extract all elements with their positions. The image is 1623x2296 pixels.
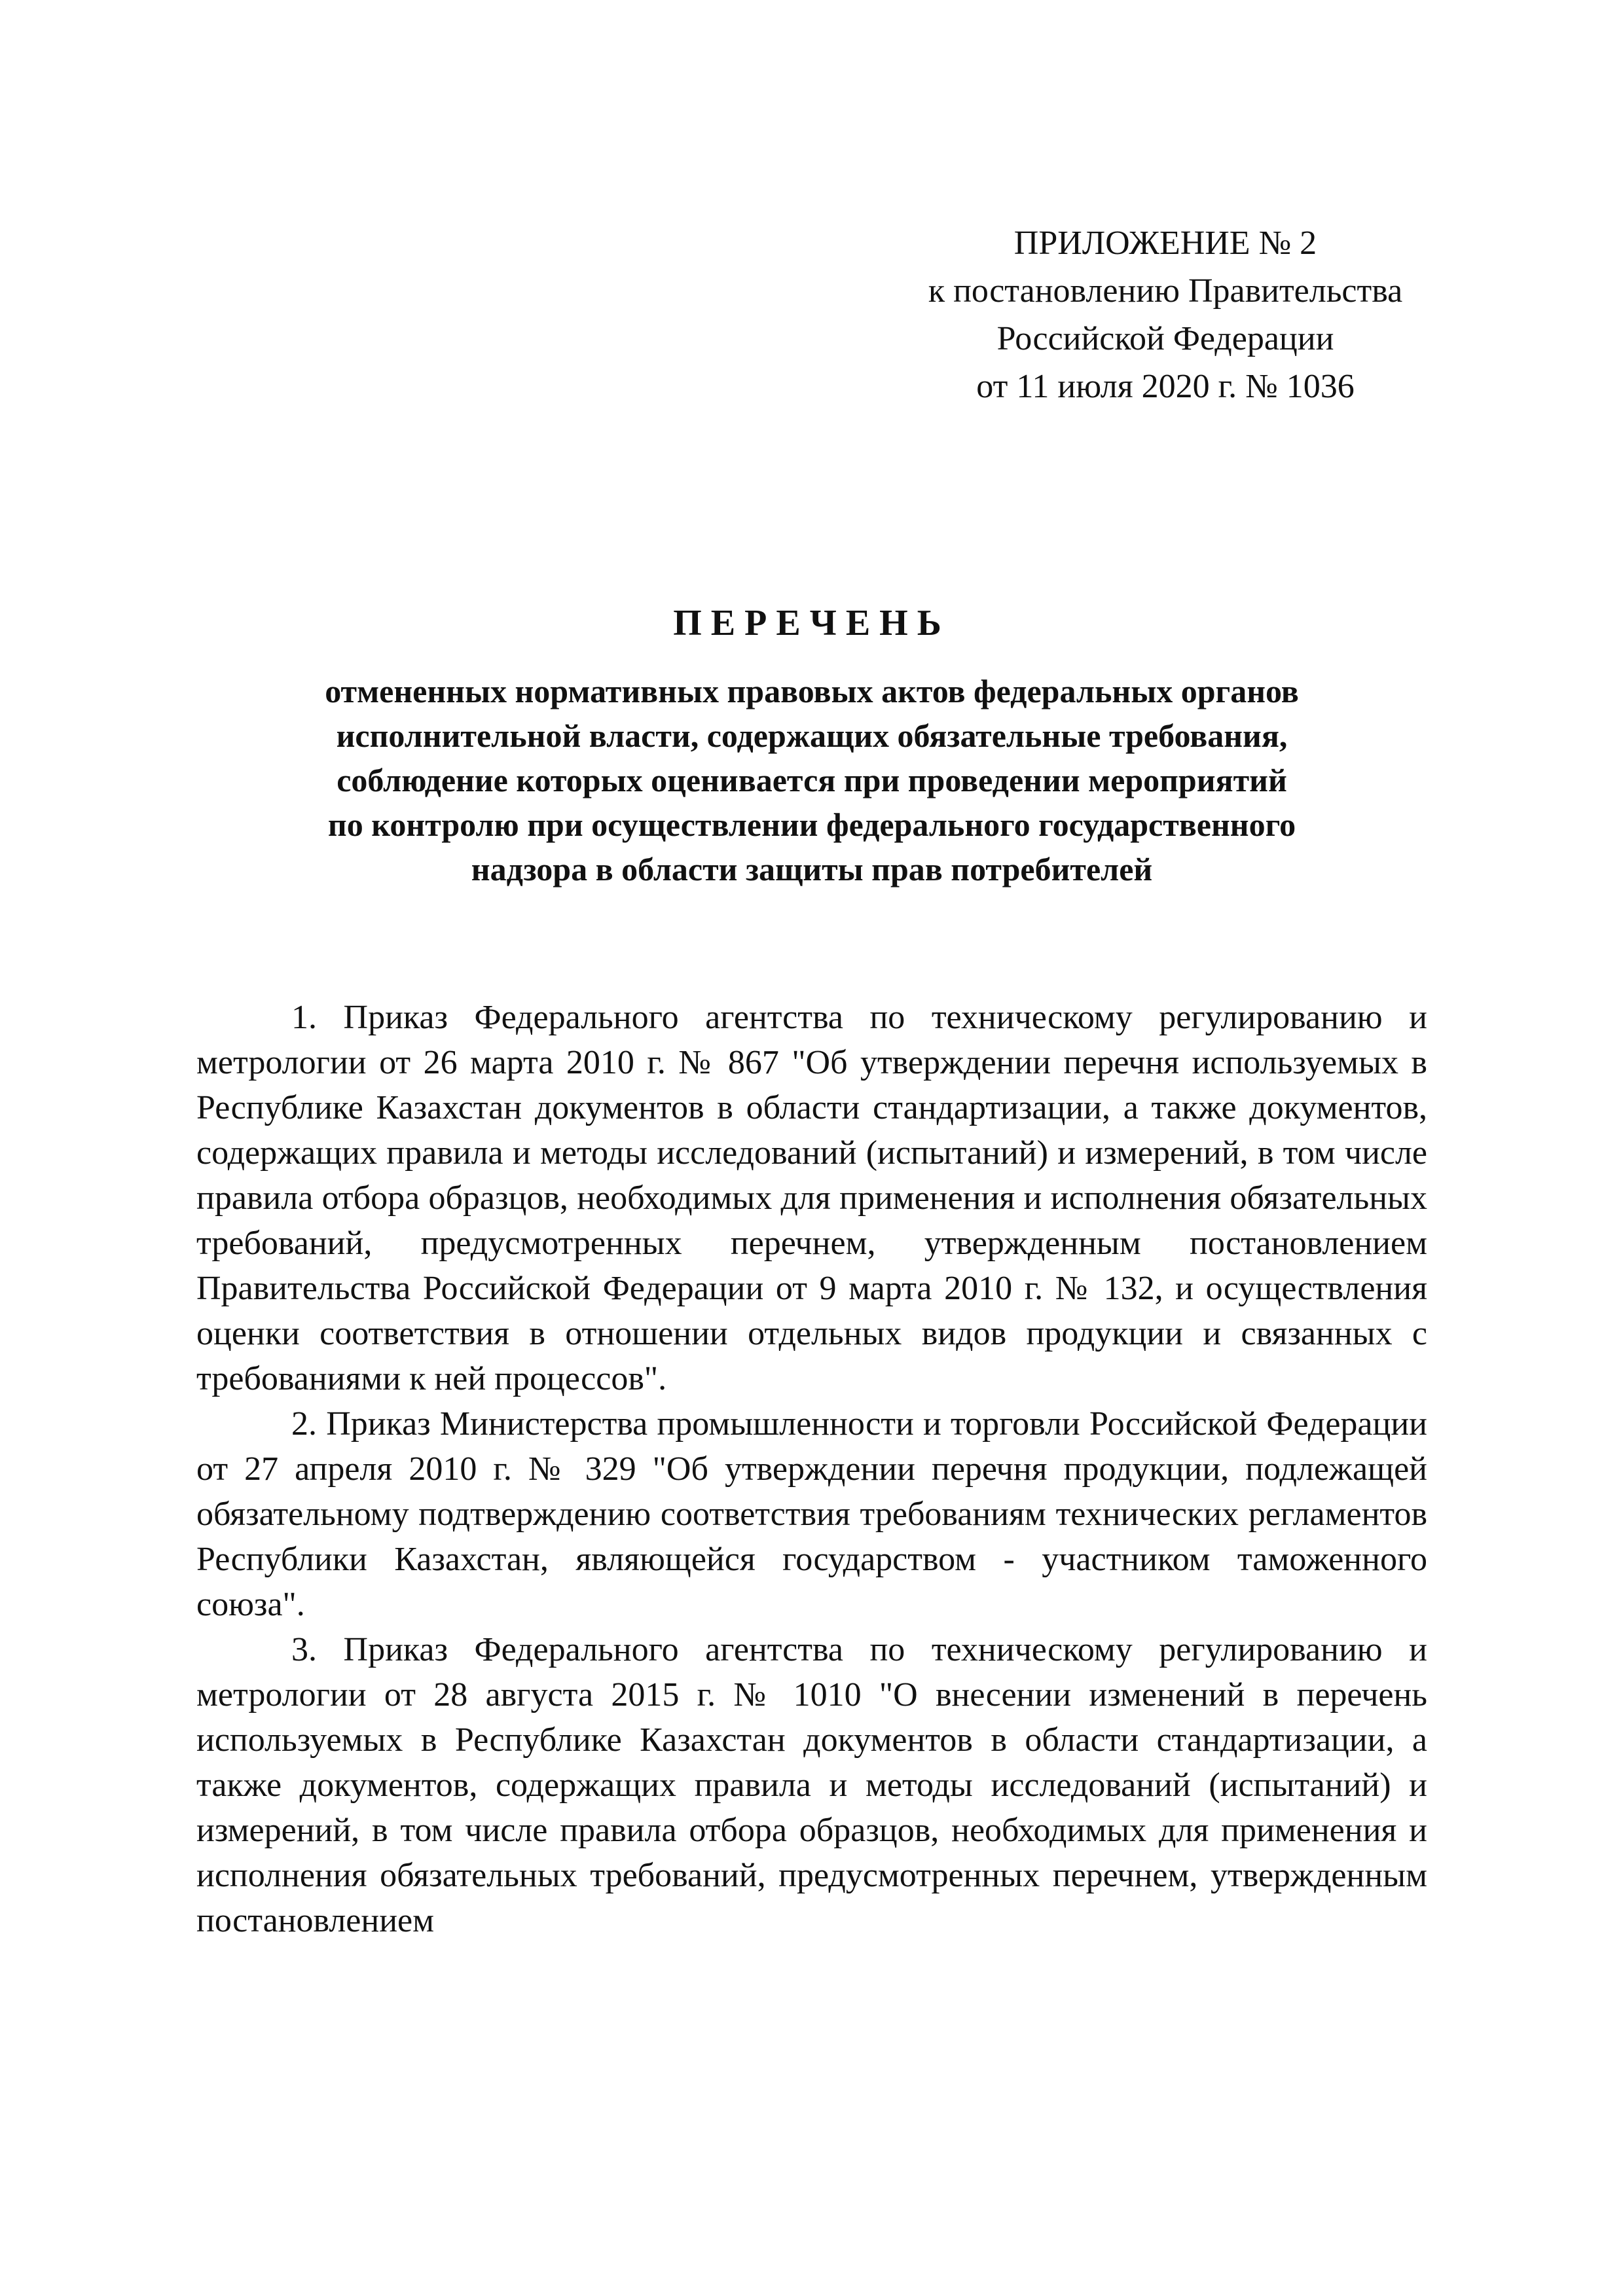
appendix-line-1: к постановлению Правительства <box>928 272 1403 310</box>
subtitle-line: соблюдение которых оценивается при проведении мероприятий <box>337 762 1287 798</box>
appendix-line-3: от 11 июля 2020 г. № 1036 <box>976 368 1355 405</box>
list-item-3: 3. Приказ Федерального агентства по техническому регулированию и метрологии от 28 августа 2015 г. № 1010 "О внесении изменений в перечень используемых в Республике Казахстан документов в области стандартизации, а также документов, содержащих правила и методы исследований (испытаний) и измерений, в том числе правила отбора образцов, необходимых для применения и исполнения обязательных требований, предусмотренных перечнем, утвержденным постановлением <box>196 1631 1427 1939</box>
appendix-line-2: Российской Федерации <box>996 320 1334 357</box>
list-item-2: 2. Приказ Министерства промышленности и торговли Российской Федерации от 27 апреля 2010 г. № 329 "Об утверждении перечня продукции, подлежащей обязательному подтверждению соответствия требованиям технических регламентов Республики Казахстан, являющейся государством - участником таможенного союза". <box>196 1405 1427 1623</box>
subtitle-line: надзора в области защиты прав потребителей <box>471 851 1153 888</box>
document-subtitle <box>196 669 1427 891</box>
list-item-1: 1. Приказ Федерального агентства по техническому регулированию и метрологии от 26 марта 2010 г. № 867 "Об утверждении перечня используемых в Республике Казахстан документов в области стандартизации, а также документов, содержащих правила и методы исследований (испытаний) и измерений, в том числе правила отбора образцов, необходимых для применения и исполнения обязательных требований, предусмотренных перечнем, утвержденным постановлением Правительства Российской Федерации от 9 марта 2010 г. № 132, и осуществления оценки соответствия в отношении отдельных видов продукции и связанных с требованиями к ней процессов". <box>196 999 1427 1397</box>
subtitle-line: отмененных нормативных правовых актов федеральных органов <box>325 673 1299 709</box>
subtitle-line: исполнительной власти, содержащих обязательные требования, <box>336 717 1288 754</box>
subtitle-line: по контролю при осуществлении федерального государственного <box>327 806 1296 843</box>
document-title: ПЕРЕЧЕНЬ <box>673 603 951 643</box>
appendix-header <box>851 219 1480 410</box>
document-body <box>196 995 1427 1943</box>
appendix-title: ПРИЛОЖЕНИЕ № 2 <box>1013 224 1317 262</box>
